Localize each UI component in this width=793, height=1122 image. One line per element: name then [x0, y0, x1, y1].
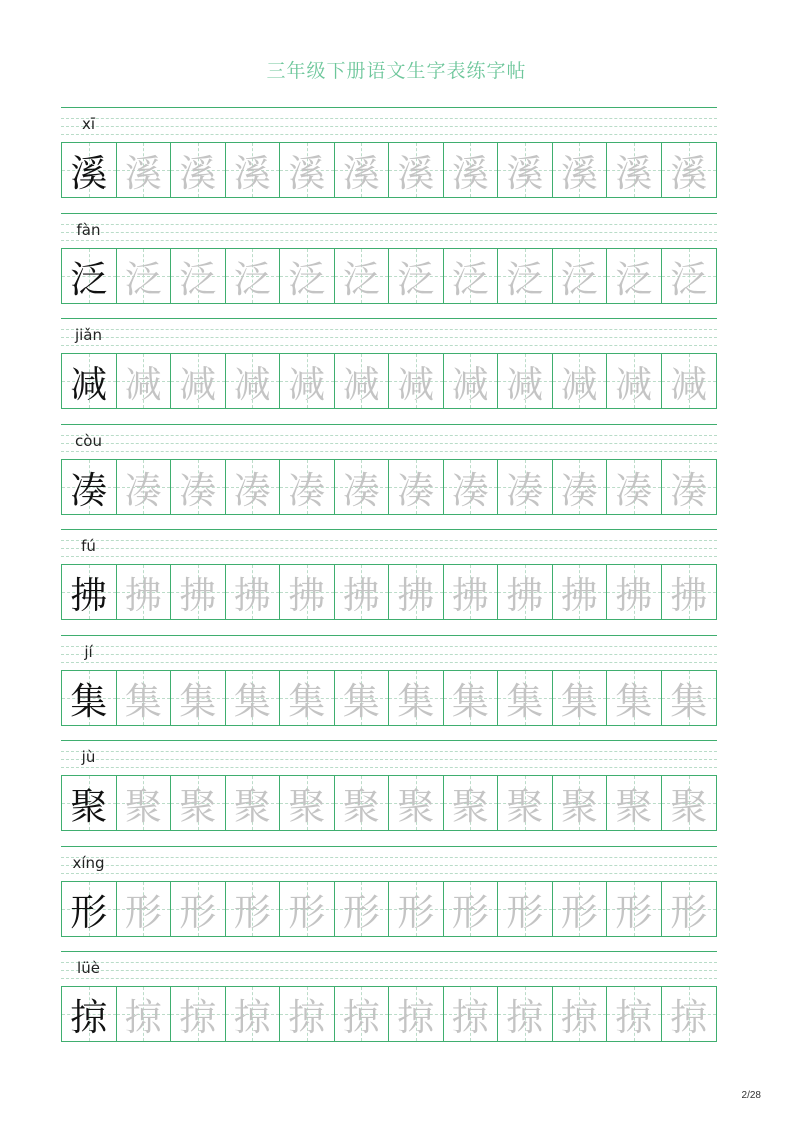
pinyin-guide-line — [61, 978, 717, 979]
trace-character: 减 — [124, 363, 162, 406]
trace-character-cell — [335, 987, 390, 1041]
trace-character-cell — [444, 882, 499, 936]
trace-character: 聚 — [397, 785, 435, 828]
trace-character-cell — [280, 565, 335, 619]
trace-character-cell — [226, 987, 281, 1041]
practice-row — [61, 740, 717, 846]
trace-character-cell — [662, 776, 717, 830]
trace-character: 形 — [397, 890, 435, 934]
pinyin-label: xíng — [72, 853, 105, 872]
trace-character-cell — [444, 776, 499, 830]
trace-character-cell — [117, 987, 172, 1041]
trace-character: 凑 — [288, 468, 326, 512]
trace-character-cell — [553, 987, 608, 1041]
trace-character: 泛 — [615, 257, 653, 301]
trace-character-cell — [662, 143, 717, 197]
trace-character: 凑 — [560, 468, 598, 512]
trace-character: 掠 — [560, 996, 598, 1039]
row-top-rule — [61, 951, 717, 952]
trace-character-cell — [607, 354, 662, 408]
trace-character-cell — [607, 671, 662, 725]
trace-character: 溪 — [451, 152, 489, 195]
trace-character: 掠 — [342, 996, 380, 1039]
trace-character: 泛 — [451, 257, 489, 301]
model-character: 聚 — [70, 785, 108, 828]
trace-character: 聚 — [560, 785, 598, 828]
trace-character: 掠 — [397, 996, 435, 1039]
trace-character: 凑 — [670, 468, 708, 512]
trace-character-cell — [389, 143, 444, 197]
trace-character-cell — [280, 987, 335, 1041]
trace-character: 凑 — [342, 468, 380, 512]
model-character: 泛 — [70, 257, 108, 301]
character-grid — [61, 775, 717, 831]
trace-character: 拂 — [506, 574, 544, 617]
trace-character: 凑 — [615, 468, 653, 512]
trace-character: 集 — [615, 679, 653, 723]
trace-character-cell — [662, 987, 717, 1041]
pinyin-guide-line — [61, 548, 717, 549]
row-top-rule — [61, 846, 717, 847]
trace-character: 泛 — [233, 257, 271, 301]
trace-character-cell — [171, 776, 226, 830]
pinyin-guide-line — [61, 962, 717, 963]
trace-character: 掠 — [233, 996, 271, 1039]
trace-character: 减 — [233, 363, 271, 406]
trace-character-cell — [607, 882, 662, 936]
trace-character-cell — [117, 776, 172, 830]
trace-character-cell — [335, 565, 390, 619]
practice-row — [61, 107, 717, 213]
character-grid — [61, 248, 717, 304]
trace-character-cell — [498, 354, 553, 408]
trace-character-cell — [117, 460, 172, 514]
trace-character: 减 — [506, 363, 544, 406]
trace-character: 减 — [397, 363, 435, 406]
model-character: 溪 — [70, 152, 108, 195]
pinyin-guide-line — [61, 240, 717, 241]
row-top-rule — [61, 318, 717, 319]
trace-character-cell — [117, 671, 172, 725]
trace-character-cell — [553, 776, 608, 830]
trace-character: 拂 — [179, 574, 217, 617]
trace-character-cell — [662, 460, 717, 514]
trace-character: 减 — [560, 363, 598, 406]
trace-character-cell — [171, 987, 226, 1041]
trace-character: 集 — [233, 679, 271, 723]
trace-character: 集 — [397, 679, 435, 723]
trace-character: 拂 — [288, 574, 326, 617]
trace-character: 溪 — [560, 152, 598, 195]
trace-character: 形 — [615, 890, 653, 934]
trace-character-cell — [117, 565, 172, 619]
trace-character: 拂 — [342, 574, 380, 617]
character-grid — [61, 881, 717, 937]
pinyin-guide-line — [61, 451, 717, 452]
row-top-rule — [61, 529, 717, 530]
page-number: 2/28 — [741, 1090, 761, 1101]
trace-character: 聚 — [615, 785, 653, 828]
trace-character: 集 — [670, 679, 708, 723]
trace-character-cell — [117, 143, 172, 197]
trace-character-cell — [171, 882, 226, 936]
row-top-rule — [61, 424, 717, 425]
trace-character-cell — [171, 565, 226, 619]
character-grid — [61, 142, 717, 198]
trace-character-cell — [553, 882, 608, 936]
trace-character: 掠 — [288, 996, 326, 1039]
trace-character: 溪 — [124, 152, 162, 195]
pinyin-guide-line — [61, 329, 717, 330]
trace-character-cell — [226, 249, 281, 303]
character-grid — [61, 353, 717, 409]
pinyin-label: jí — [84, 642, 93, 661]
trace-character-cell — [171, 671, 226, 725]
trace-character: 减 — [179, 363, 217, 406]
model-character-cell — [62, 143, 117, 197]
trace-character-cell — [607, 987, 662, 1041]
trace-character: 凑 — [397, 468, 435, 512]
trace-character: 形 — [342, 890, 380, 934]
trace-character-cell — [607, 460, 662, 514]
character-grid — [61, 459, 717, 515]
trace-character-cell — [280, 249, 335, 303]
trace-character: 聚 — [233, 785, 271, 828]
pinyin-guide-line — [61, 540, 717, 541]
practice-row — [61, 635, 717, 741]
practice-row — [61, 213, 717, 319]
trace-character: 聚 — [670, 785, 708, 828]
trace-character-cell — [498, 882, 553, 936]
trace-character-cell — [117, 882, 172, 936]
trace-character-cell — [498, 671, 553, 725]
trace-character-cell — [226, 565, 281, 619]
trace-character: 溪 — [288, 152, 326, 195]
model-character: 形 — [70, 890, 108, 934]
trace-character: 掠 — [615, 996, 653, 1039]
character-grid — [61, 670, 717, 726]
trace-character: 减 — [342, 363, 380, 406]
trace-character: 拂 — [560, 574, 598, 617]
trace-character-cell — [335, 354, 390, 408]
model-character-cell — [62, 565, 117, 619]
trace-character-cell — [171, 354, 226, 408]
trace-character: 聚 — [506, 785, 544, 828]
trace-character: 溪 — [179, 152, 217, 195]
trace-character: 形 — [288, 890, 326, 934]
trace-character-cell — [335, 671, 390, 725]
trace-character: 形 — [233, 890, 271, 934]
trace-character-cell — [226, 882, 281, 936]
trace-character: 拂 — [451, 574, 489, 617]
trace-character-cell — [553, 460, 608, 514]
model-character-cell — [62, 249, 117, 303]
row-top-rule — [61, 107, 717, 108]
trace-character: 泛 — [288, 257, 326, 301]
model-character-cell — [62, 882, 117, 936]
pinyin-guide-line — [61, 865, 717, 866]
pinyin-guide-line — [61, 126, 717, 127]
model-character: 拂 — [70, 574, 108, 617]
model-character-cell — [62, 460, 117, 514]
trace-character: 形 — [124, 890, 162, 934]
trace-character-cell — [389, 354, 444, 408]
trace-character: 集 — [179, 679, 217, 723]
pinyin-guide-line — [61, 873, 717, 874]
pinyin-guide-line — [61, 224, 717, 225]
pinyin-guide-line — [61, 345, 717, 346]
trace-character-cell — [607, 143, 662, 197]
trace-character-cell — [226, 460, 281, 514]
pinyin-guide-line — [61, 232, 717, 233]
trace-character: 聚 — [451, 785, 489, 828]
pinyin-guide-line — [61, 654, 717, 655]
trace-character-cell — [662, 882, 717, 936]
trace-character-cell — [444, 354, 499, 408]
trace-character: 溪 — [615, 152, 653, 195]
model-character: 减 — [70, 363, 108, 406]
trace-character: 拂 — [124, 574, 162, 617]
trace-character: 聚 — [342, 785, 380, 828]
row-top-rule — [61, 635, 717, 636]
trace-character: 掠 — [124, 996, 162, 1039]
trace-character-cell — [662, 249, 717, 303]
trace-character-cell — [389, 776, 444, 830]
trace-character-cell — [444, 987, 499, 1041]
model-character: 掠 — [70, 996, 108, 1039]
trace-character-cell — [498, 987, 553, 1041]
trace-character-cell — [553, 249, 608, 303]
trace-character-cell — [662, 671, 717, 725]
trace-character-cell — [280, 143, 335, 197]
trace-character: 泛 — [124, 257, 162, 301]
row-top-rule — [61, 740, 717, 741]
pinyin-label: xī — [81, 115, 96, 133]
trace-character: 聚 — [179, 785, 217, 828]
trace-character-cell — [280, 671, 335, 725]
pinyin-label: fàn — [76, 220, 101, 239]
trace-character-cell — [171, 143, 226, 197]
trace-character-cell — [335, 460, 390, 514]
trace-character: 形 — [179, 890, 217, 934]
pinyin-label: jiǎn — [74, 326, 103, 344]
trace-character-cell — [280, 776, 335, 830]
trace-character-cell — [280, 354, 335, 408]
pinyin-guide-line — [61, 443, 717, 444]
trace-character-cell — [662, 354, 717, 408]
trace-character-cell — [335, 143, 390, 197]
trace-character: 溪 — [233, 152, 271, 195]
trace-character-cell — [226, 671, 281, 725]
trace-character: 形 — [451, 890, 489, 934]
character-grid — [61, 986, 717, 1042]
trace-character: 减 — [451, 363, 489, 406]
trace-character-cell — [226, 354, 281, 408]
trace-character-cell — [444, 460, 499, 514]
trace-character: 溪 — [670, 152, 708, 195]
trace-character: 泛 — [179, 257, 217, 301]
trace-character-cell — [335, 249, 390, 303]
trace-character-cell — [117, 354, 172, 408]
trace-character-cell — [389, 671, 444, 725]
trace-character-cell — [389, 249, 444, 303]
trace-character: 凑 — [179, 468, 217, 512]
trace-character: 集 — [560, 679, 598, 723]
trace-character-cell — [280, 460, 335, 514]
trace-character: 掠 — [179, 996, 217, 1039]
pinyin-guide-line — [61, 646, 717, 647]
trace-character-cell — [335, 882, 390, 936]
trace-character: 减 — [288, 363, 326, 406]
trace-character: 掠 — [670, 996, 708, 1039]
trace-character: 掠 — [506, 996, 544, 1039]
trace-character: 拂 — [670, 574, 708, 617]
trace-character: 拂 — [233, 574, 271, 617]
trace-character-cell — [607, 776, 662, 830]
pinyin-guide-line — [61, 970, 717, 971]
trace-character-cell — [117, 249, 172, 303]
trace-character-cell — [280, 882, 335, 936]
trace-character: 泛 — [397, 257, 435, 301]
pinyin-guide-line — [61, 751, 717, 752]
model-character-cell — [62, 776, 117, 830]
trace-character-cell — [444, 249, 499, 303]
trace-character-cell — [335, 776, 390, 830]
trace-character: 减 — [670, 363, 708, 406]
pinyin-label: jù — [81, 748, 96, 766]
trace-character-cell — [498, 143, 553, 197]
trace-character: 溪 — [342, 152, 380, 195]
trace-character: 聚 — [124, 785, 162, 828]
trace-character: 凑 — [451, 468, 489, 512]
trace-character: 溪 — [506, 152, 544, 195]
trace-character: 形 — [670, 890, 708, 934]
trace-character: 拂 — [397, 574, 435, 617]
trace-character-cell — [498, 460, 553, 514]
trace-character: 减 — [615, 363, 653, 406]
trace-character: 集 — [124, 679, 162, 723]
practice-row — [61, 951, 717, 1057]
pinyin-label: fú — [81, 537, 96, 555]
pinyin-guide-line — [61, 118, 717, 119]
trace-character: 凑 — [124, 468, 162, 512]
trace-character-cell — [553, 671, 608, 725]
practice-row — [61, 318, 717, 424]
pinyin-label: còu — [75, 431, 102, 450]
trace-character: 拂 — [615, 574, 653, 617]
trace-character: 泛 — [670, 257, 708, 301]
trace-character: 集 — [506, 679, 544, 723]
trace-character: 凑 — [233, 468, 271, 512]
pinyin-guide-line — [61, 857, 717, 858]
trace-character: 凑 — [506, 468, 544, 512]
practice-row — [61, 846, 717, 952]
model-character: 集 — [70, 679, 108, 723]
trace-character: 泛 — [342, 257, 380, 301]
trace-character-cell — [226, 143, 281, 197]
trace-character: 泛 — [560, 257, 598, 301]
trace-character: 聚 — [288, 785, 326, 828]
page-title: 三年级下册语文生字表练字帖 — [266, 60, 527, 82]
model-character: 凑 — [70, 468, 108, 512]
trace-character-cell — [444, 143, 499, 197]
trace-character: 形 — [506, 890, 544, 934]
trace-character-cell — [498, 249, 553, 303]
trace-character-cell — [389, 882, 444, 936]
trace-character: 集 — [451, 679, 489, 723]
model-character-cell — [62, 987, 117, 1041]
trace-character-cell — [498, 776, 553, 830]
pinyin-guide-line — [61, 759, 717, 760]
pinyin-guide-line — [61, 337, 717, 338]
trace-character-cell — [171, 460, 226, 514]
row-top-rule — [61, 213, 717, 214]
trace-character-cell — [553, 354, 608, 408]
trace-character-cell — [444, 565, 499, 619]
pinyin-guide-line — [61, 435, 717, 436]
pinyin-guide-line — [61, 662, 717, 663]
trace-character-cell — [171, 249, 226, 303]
character-grid — [61, 564, 717, 620]
trace-character-cell — [226, 776, 281, 830]
model-character-cell — [62, 671, 117, 725]
practice-row — [61, 424, 717, 530]
trace-character: 形 — [560, 890, 598, 934]
trace-character-cell — [607, 249, 662, 303]
model-character-cell — [62, 354, 117, 408]
trace-character-cell — [553, 565, 608, 619]
trace-character-cell — [553, 143, 608, 197]
trace-character: 掠 — [451, 996, 489, 1039]
trace-character-cell — [389, 565, 444, 619]
trace-character-cell — [662, 565, 717, 619]
pinyin-guide-line — [61, 134, 717, 135]
trace-character-cell — [389, 460, 444, 514]
trace-character: 集 — [342, 679, 380, 723]
trace-character-cell — [444, 671, 499, 725]
trace-character: 溪 — [397, 152, 435, 195]
trace-character-cell — [607, 565, 662, 619]
practice-row — [61, 529, 717, 635]
pinyin-guide-line — [61, 556, 717, 557]
pinyin-label: lüè — [77, 959, 100, 977]
trace-character: 泛 — [506, 257, 544, 301]
trace-character: 集 — [288, 679, 326, 723]
pinyin-guide-line — [61, 767, 717, 768]
trace-character-cell — [498, 565, 553, 619]
trace-character-cell — [389, 987, 444, 1041]
